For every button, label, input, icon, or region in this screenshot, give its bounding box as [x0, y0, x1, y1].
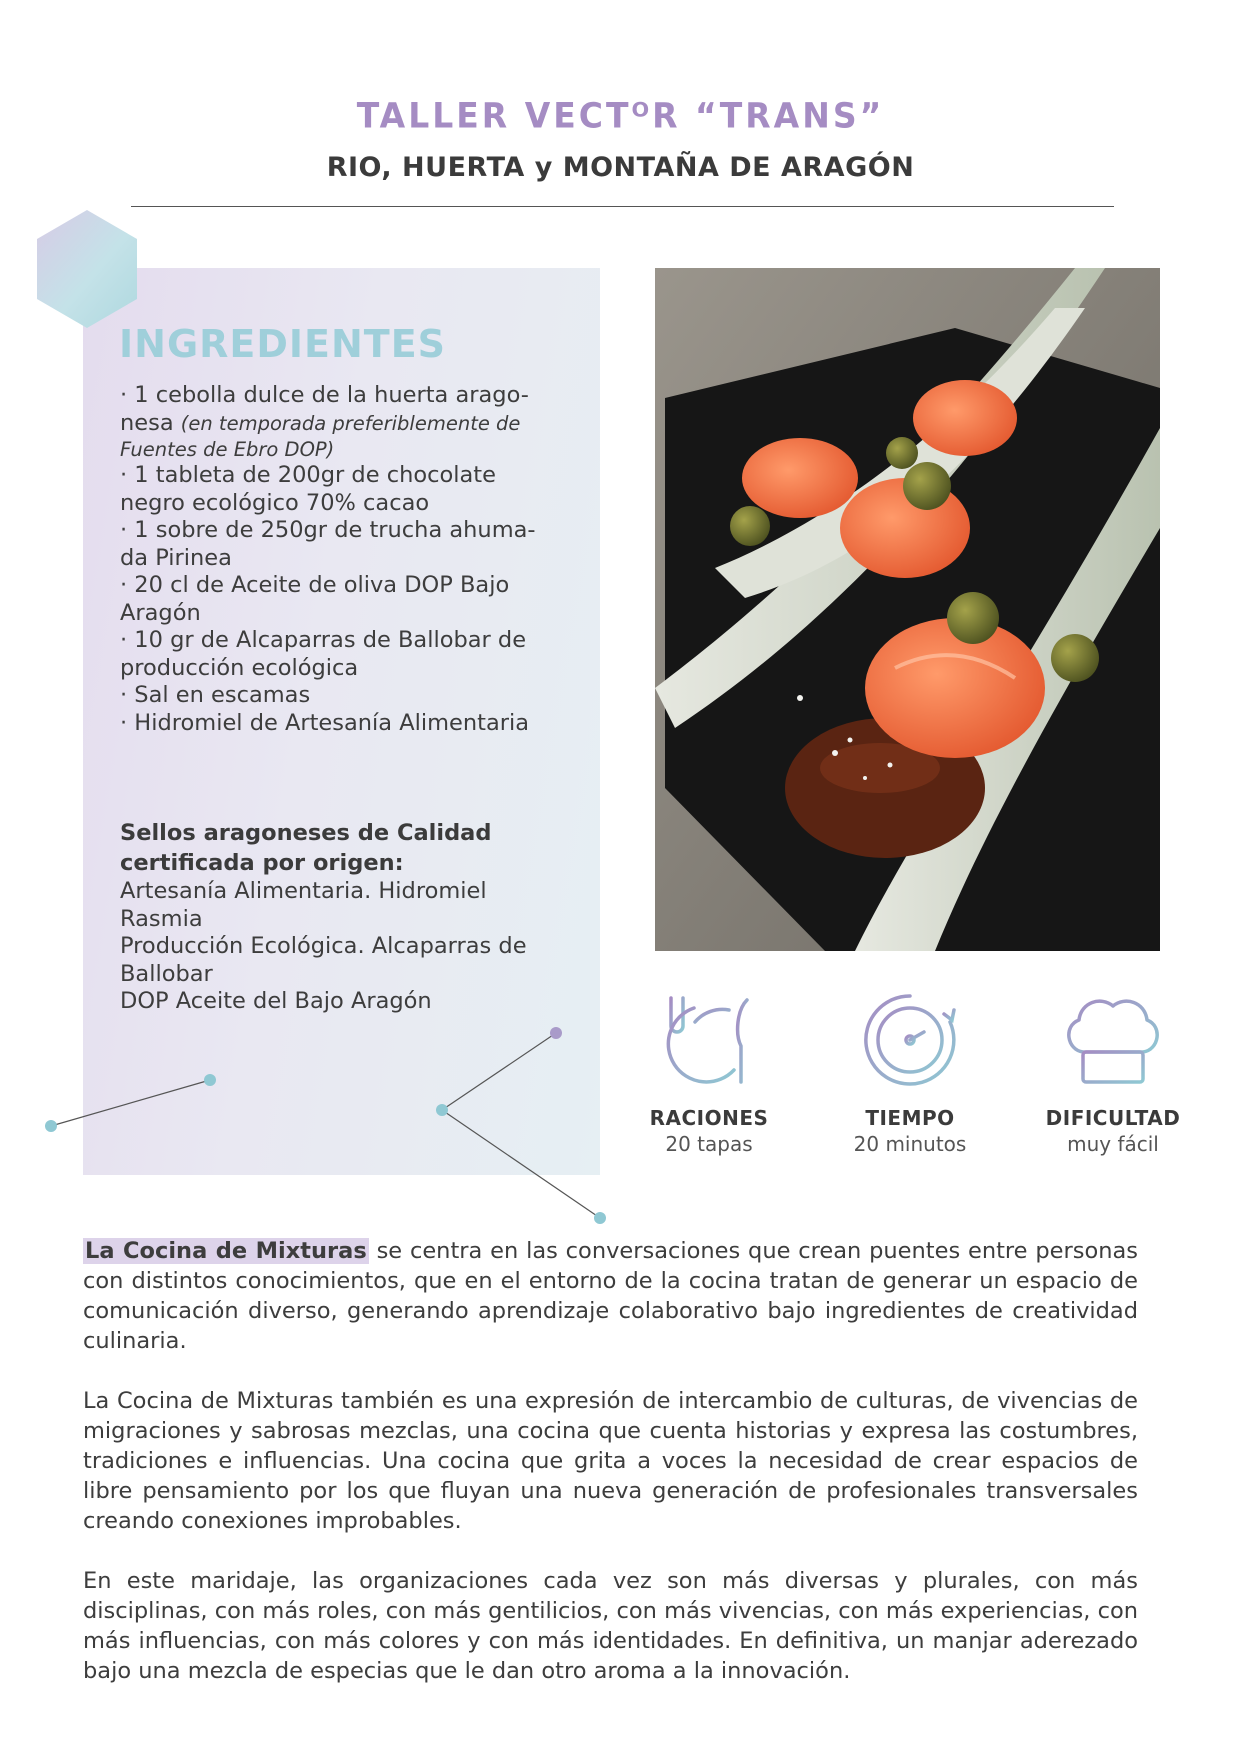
ingredient-line: da Pirinea: [120, 544, 232, 571]
stat-label: RACIONES: [649, 1106, 769, 1130]
stopwatch-icon: [860, 990, 960, 1090]
ingredient-line: · Hidromiel de Artesanía Alimentaria: [120, 709, 530, 736]
stat-label: DIFICULTAD: [1045, 1106, 1181, 1130]
ingredient-line: · 1 sobre de 250gr de trucha ahuma-: [120, 517, 536, 543]
header-divider: [131, 206, 1114, 207]
ingredient-line: producción ecológica: [120, 654, 359, 681]
stat-value: 20 tapas: [665, 1132, 753, 1156]
hexagon-decoration: [33, 208, 141, 330]
intro-paragraph: La Cocina de Mixturas se centra en las conversaciones que crean puentes entre personas con distintos conocimientos, que en el entorno de la cocina tratan de generar un espacio de comunicación diverso, generando aprendizaje colaborativo bajo ingredientes de creatividad culinaria.: [83, 1238, 1138, 1354]
stat-value: muy fácil: [1067, 1132, 1159, 1156]
time-stat: [815, 990, 1005, 1156]
ingredient-line: · Sal en escamas: [120, 682, 311, 708]
stat-label: TIEMPO: [865, 1106, 955, 1130]
dish-photo: [655, 268, 1160, 951]
culture-paragraph: La Cocina de Mixturas también es una expresión de intercambio de culturas, de vivencias de migraciones y sabrosas mezclas, una cocina que cuenta historias y expresa las costumbres, tradiciones e influencias. Una cocina que grita a voces la necesidad de crear espacios de libre pensamiento por los que fluyan una nueva generación de profesionales transversales creando conexiones improbables.: [83, 1388, 1138, 1534]
seal-line: Rasmia: [120, 905, 203, 932]
chef-hat-icon: [1061, 990, 1165, 1090]
ingredients-heading: INGREDIENTES: [119, 322, 447, 366]
ingredient-line: · 10 gr de Alcaparras de Ballobar de: [120, 627, 527, 653]
difficulty-stat: [1018, 990, 1208, 1156]
stat-value: 20 minutos: [853, 1132, 967, 1156]
ingredient-line: · 1 tableta de 200gr de chocolate: [120, 462, 496, 488]
ingredient-line: · 1 cebolla dulce de la huerta arago-: [120, 382, 529, 408]
ingredient-line: nesa (en temporada preferiblemente de: [120, 409, 521, 436]
ingredient-line: · 20 cl de Aceite de oliva DOP Bajo: [120, 572, 510, 598]
seal-line: Ballobar: [120, 960, 213, 987]
page-title: TALLER VECTᴼR “TRANS”: [356, 95, 885, 136]
pairing-paragraph: En este maridaje, las organizaciones cada vez son más diversas y plurales, con más disciplinas, con más roles, con más gentilicios, con más vivencias, con más experiencias, con más influencias, con más colores y con más identidades. En definitiva, un manjar aderezado bajo una mezcla de especias que le dan otro aroma a la innovación.: [83, 1568, 1138, 1684]
plate-cutlery-icon: [659, 990, 759, 1090]
ingredient-note: (en temporada preferiblemente de: [180, 411, 521, 435]
seals-list: [120, 878, 570, 1016]
seal-line: DOP Aceite del Bajo Aragón: [120, 988, 432, 1014]
page-subtitle: RIO, HUERTA y MONTAÑA DE ARAGÓN: [326, 152, 915, 183]
highlighted-brand: La Cocina de Mixturas: [85, 1238, 367, 1264]
servings-stat: [614, 990, 804, 1156]
seal-line: Producción Ecológica. Alcaparras de: [120, 933, 527, 959]
ingredient-line: Aragón: [120, 599, 201, 626]
ingredient-note: Fuentes de Ebro DOP): [120, 438, 335, 461]
ingredient-line: negro ecológico 70% cacao: [120, 489, 430, 516]
seals-heading: Sellos aragoneses de Calidad certificada por origen:: [120, 820, 492, 876]
seal-line: Artesanía Alimentaria. Hidromiel: [120, 878, 487, 904]
ingredients-list: [120, 382, 560, 737]
